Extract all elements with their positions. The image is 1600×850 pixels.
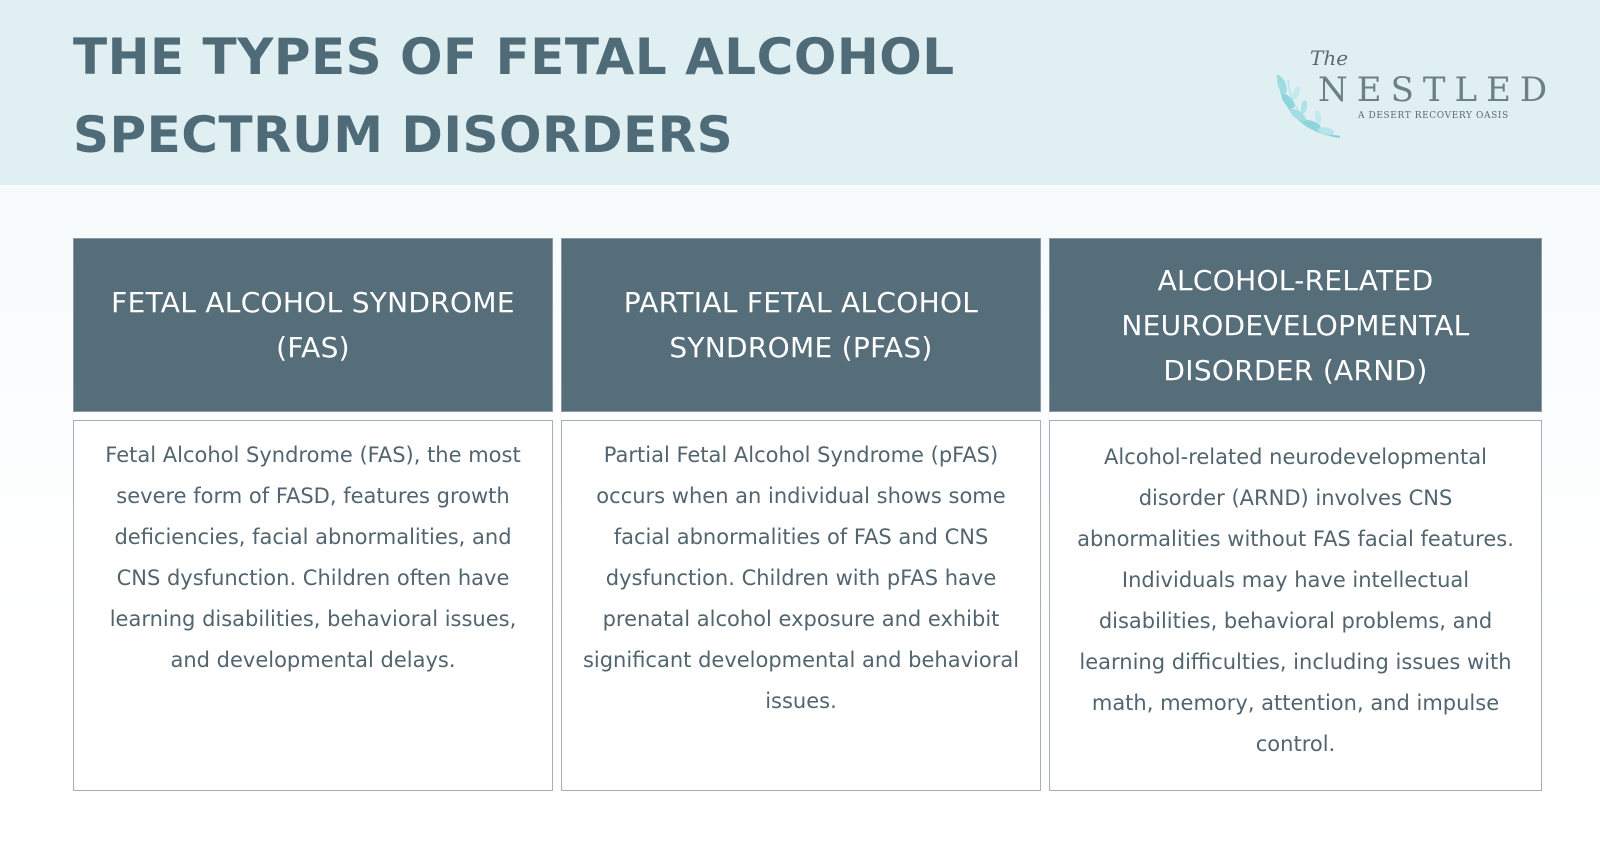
column-heading-text: PARTIAL FETAL ALCOHOL SYNDROME (PFAS) — [623, 286, 979, 364]
page-title — [73, 18, 1073, 174]
column-heading-fas — [73, 238, 553, 412]
column-heading-pfas — [561, 238, 1041, 412]
page-title-line-1: THE TYPES OF FETAL ALCOHOL — [73, 28, 955, 86]
column-heading-text: FETAL ALCOHOL SYNDROME (FAS) — [111, 286, 515, 364]
column-heading-arnd — [1049, 238, 1542, 412]
column-body-pfas — [561, 420, 1041, 791]
logo-wordmark: NESTLED — [1318, 70, 1557, 110]
logo-tagline: A DESERT RECOVERY OASIS — [1358, 111, 1509, 121]
page-title-line-2: SPECTRUM DISORDERS — [73, 106, 734, 164]
column-body-text: Partial Fetal Alcohol Syndrome (pFAS) occurs when an individual shows some facial abnormalities of FAS and CNS dysfunction. Children with pFAS have prenatal alcohol exposure and exhibit significant developmental and behavioral issues. — [582, 443, 1020, 713]
column-body-arnd — [1049, 420, 1542, 791]
column-body-text: Fetal Alcohol Syndrome (FAS), the most severe form of FASD, features growth deficiencies, facial abnormalities, and CNS dysfunction. Children often have learning disabilities, behavioral issues, and developmental delays. — [105, 443, 521, 672]
column-body-fas — [73, 420, 553, 791]
column-body-text: Alcohol-related neurodevelopmental disorder (ARND) involves CNS abnormalities without FAS facial features. Individuals may have intellectual disabilities, behavioral problems, and learning difficulties, including issues with math, memory, attention, and impulse control. — [1077, 445, 1514, 756]
column-heading-text: ALCOHOL-RELATED NEURODEVELOPMENTAL DISORDER (ARND) — [1121, 263, 1470, 387]
logo-the-text: The — [1310, 46, 1349, 70]
nestled-logo — [1270, 40, 1557, 140]
